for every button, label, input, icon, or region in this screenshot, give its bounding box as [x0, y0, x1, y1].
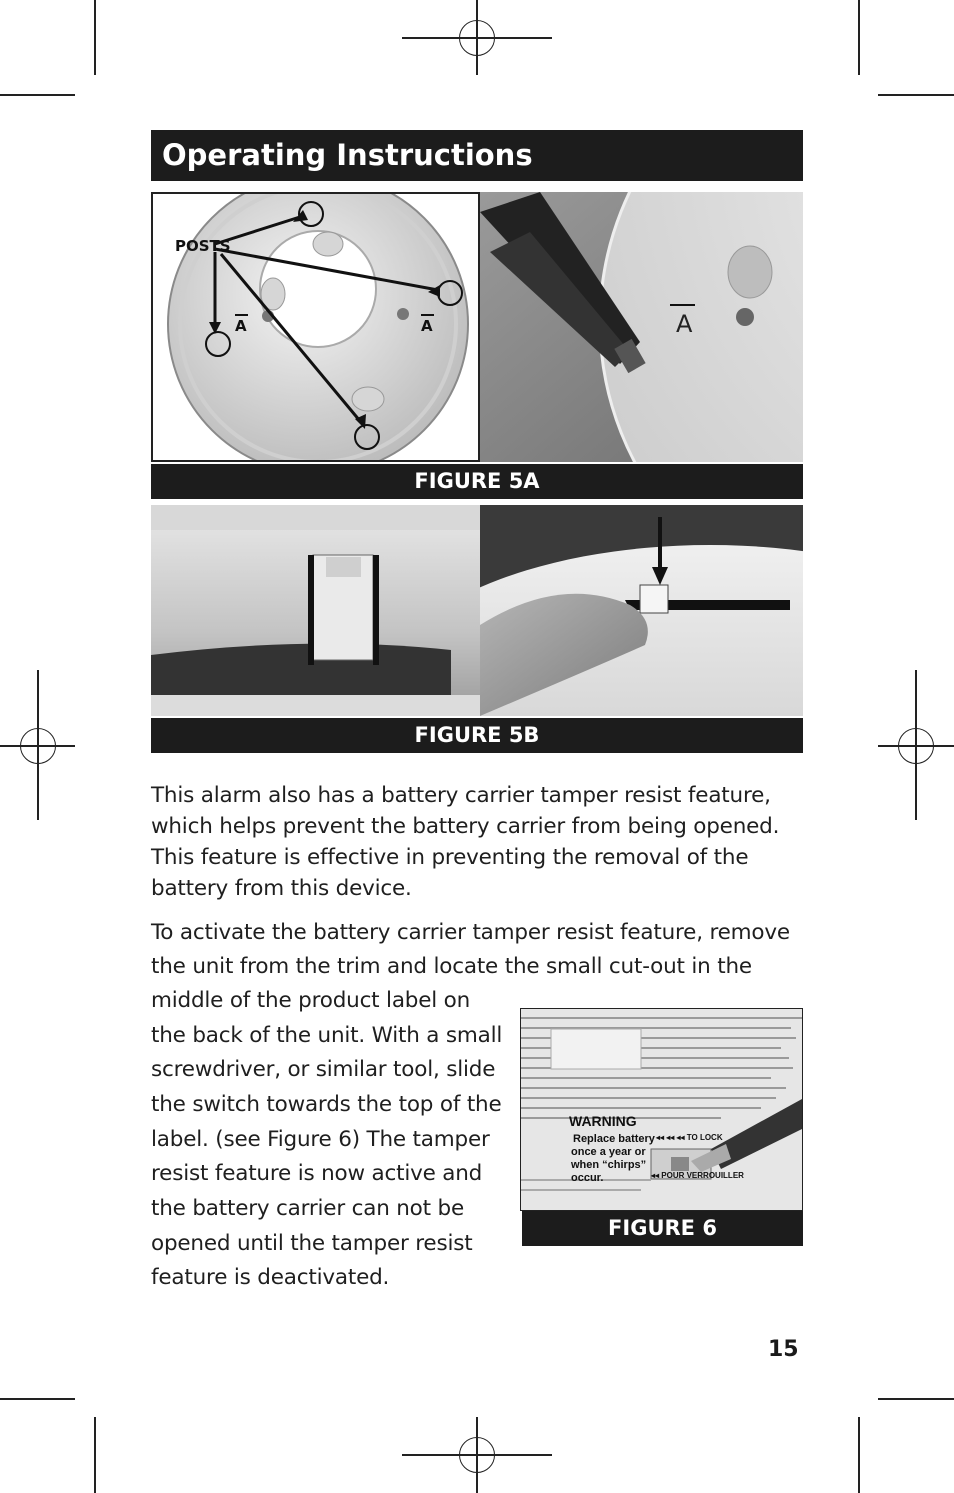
paragraph-line: the battery carrier can not be	[151, 1196, 464, 1221]
paragraph-line: label. (see Figure 6) The tamper	[151, 1127, 490, 1152]
crop-mark	[858, 0, 860, 75]
paragraph-line: resist feature is now active and	[151, 1161, 483, 1186]
figure-5a-caption: FIGURE 5A	[151, 464, 803, 499]
paragraph-line: the switch towards the top of the	[151, 1092, 502, 1117]
label-when-text: when “chirps”	[571, 1159, 647, 1171]
section-title: Operating Instructions	[151, 130, 803, 181]
posts-callout-label: POSTS	[175, 237, 231, 255]
crop-mark	[858, 1417, 860, 1493]
figure-5b-caption: FIGURE 5B	[151, 718, 803, 753]
crop-mark	[94, 0, 96, 75]
figure-5b-trim-slot-photo	[151, 505, 480, 716]
label-verrouiller-text: ◂◂ POUR VERROUILLER	[651, 1171, 744, 1180]
paragraph-line: the back of the unit. With a small	[151, 1023, 503, 1048]
figure-5b-finger-press-photo	[480, 505, 803, 716]
page-number: 15	[768, 1337, 799, 1362]
label-lock-text: ◂◂ ◂◂ ◂◂ TO LOCK	[656, 1133, 723, 1142]
paragraph-line: screwdriver, or similar tool, slide	[151, 1057, 496, 1082]
crop-mark	[0, 1398, 75, 1400]
mark-a-left: A	[235, 317, 247, 335]
label-replace-text: Replace battery	[573, 1133, 655, 1145]
paragraph-line: feature is deactivated.	[151, 1265, 390, 1290]
label-warning-text: WARNING	[569, 1113, 637, 1129]
figure-5a-pliers-photo	[480, 192, 803, 462]
label-occur-text: occur.	[571, 1172, 604, 1184]
paragraph-line: middle of the product label on	[151, 988, 471, 1013]
paragraph-tamper-intro: This alarm also has a battery carrier tamper resist feature, which helps prevent the battery carrier from being opened. This feature is effective in preventing the removal of the battery from this device.	[151, 783, 780, 901]
paragraph-line: To activate the battery carrier tamper resist feature, remove	[151, 920, 790, 945]
mark-a-right: A	[421, 317, 433, 335]
crop-mark	[94, 1417, 96, 1493]
figure-6-label-photo	[520, 1008, 803, 1211]
paragraph-line: the unit from the trim and locate the small cut-out in the	[151, 954, 752, 979]
figure-6-caption: FIGURE 6	[522, 1211, 803, 1246]
crop-mark	[0, 94, 75, 96]
label-once-text: once a year or	[571, 1146, 646, 1158]
figure-5a-mounting-plate-photo	[151, 192, 480, 462]
mark-a-closeup: A	[676, 310, 693, 338]
crop-mark	[878, 1398, 954, 1400]
crop-mark	[878, 94, 954, 96]
paragraph-line: opened until the tamper resist	[151, 1231, 473, 1256]
